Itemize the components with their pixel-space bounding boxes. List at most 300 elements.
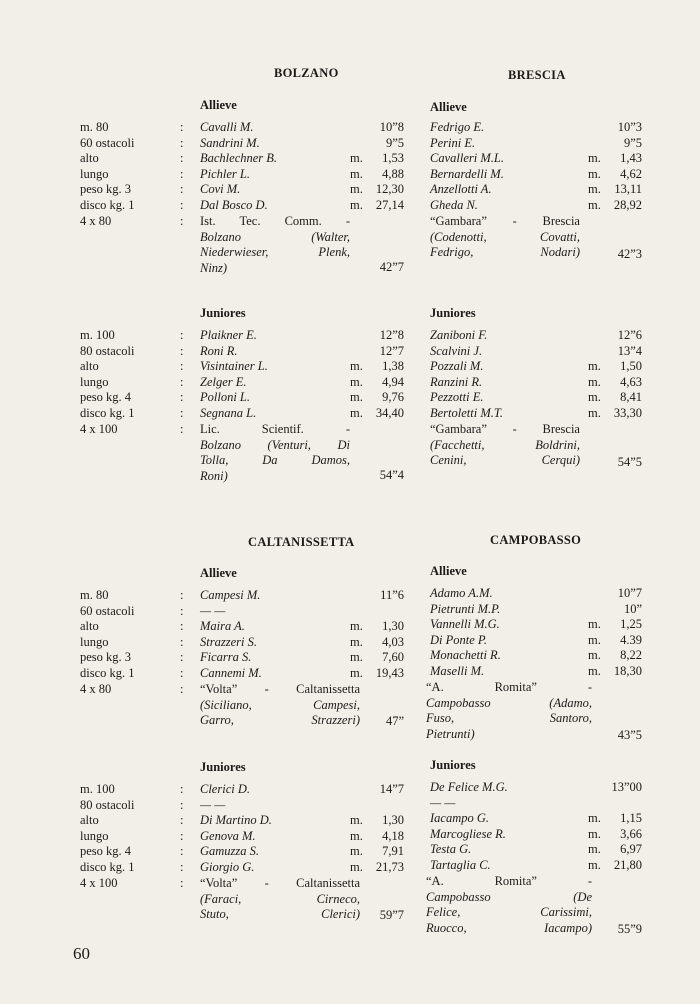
result-row <box>200 344 404 360</box>
result-value: 4.39 <box>620 632 642 647</box>
event-label: alto <box>80 359 99 374</box>
colon-separator: : <box>180 681 184 696</box>
event-row <box>80 344 190 360</box>
result-value: 12,30 <box>375 182 404 197</box>
event-row <box>80 588 190 604</box>
result-value: 13”00 <box>611 780 642 794</box>
results-campobasso-allieve <box>430 586 642 680</box>
result-row <box>200 650 404 666</box>
athlete-name: Cannemi M. <box>200 665 262 680</box>
athlete-name: Di Ponte P. <box>430 632 488 647</box>
events-list-allieve <box>80 588 190 697</box>
colon-separator: : <box>180 782 184 796</box>
event-label: peso kg. 4 <box>80 390 132 405</box>
result-row <box>430 796 642 812</box>
result-value: 19,43 <box>375 665 404 680</box>
unit-label: m. <box>350 405 363 420</box>
result-row <box>200 588 404 604</box>
athlete-name: Di Martino D. <box>200 813 272 828</box>
relay-team-line: (Faraci, Cirneco, <box>200 891 360 906</box>
colon-separator: : <box>180 213 184 228</box>
result-row <box>430 811 642 827</box>
unit-label: m. <box>350 390 363 405</box>
event-row <box>80 619 190 635</box>
colon-separator: : <box>180 328 184 342</box>
colon-separator: : <box>180 405 184 420</box>
result-row <box>430 375 642 391</box>
colon-separator: : <box>180 135 184 150</box>
result-value: 13”4 <box>617 343 642 358</box>
unit-label: m. <box>350 650 363 665</box>
result-row <box>200 198 404 214</box>
athlete-name: Strazzeri S. <box>200 634 257 649</box>
result-value: 28,92 <box>613 197 642 212</box>
result-value: 1,15 <box>620 811 642 826</box>
relay-time: 54”4 <box>379 468 404 482</box>
athlete-name: Ranzini R. <box>430 374 483 389</box>
unit-label: m. <box>350 619 363 634</box>
relay-team-line: (Facchetti, Boldrini, <box>430 437 580 452</box>
event-label: 4 x 100 <box>80 875 118 890</box>
athlete-name: Zaniboni F. <box>430 328 488 342</box>
athlete-name: Genova M. <box>200 828 256 843</box>
event-row <box>80 214 190 230</box>
event-row <box>80 682 190 698</box>
unit-label: m. <box>350 166 363 181</box>
result-value: 10”8 <box>379 120 404 134</box>
result-row <box>200 136 404 152</box>
relay-time: 42”3 <box>617 247 642 261</box>
relay-team-line: Ninz) <box>200 260 228 275</box>
event-label: m. 100 <box>80 328 115 342</box>
event-label: alto <box>80 151 99 166</box>
unit-label: m. <box>588 648 601 663</box>
relay-team-bolzano-juniores <box>200 422 350 484</box>
relay-team-line: Cenini, Cerqui) <box>430 453 580 468</box>
city-title-bolzano: BOLZANO <box>274 66 339 80</box>
relay-team-line: Bolzano (Walter, <box>200 229 350 244</box>
athlete-name: Sandrini M. <box>200 135 260 150</box>
event-row <box>80 860 190 876</box>
relay-time: 42”7 <box>379 260 404 274</box>
results-bolzano-allieve <box>200 120 404 214</box>
colon-separator: : <box>180 151 184 166</box>
event-row <box>80 406 190 422</box>
relay-time: 59”7 <box>379 908 404 922</box>
athlete-name: Scalvini J. <box>430 343 483 358</box>
athlete-name: Segnana L. <box>200 405 257 420</box>
athlete-name: Campesi M. <box>200 588 261 602</box>
event-row <box>80 422 190 438</box>
event-row <box>80 635 190 651</box>
relay-team-line: Pietrunti) <box>426 726 475 741</box>
subtitle-allieve: Allieve <box>200 98 237 112</box>
result-row <box>430 664 642 680</box>
result-row <box>430 780 642 796</box>
result-row <box>200 604 404 620</box>
result-value: 10”3 <box>617 120 642 134</box>
unit-label: m. <box>588 359 601 374</box>
colon-separator: : <box>180 650 184 665</box>
relay-team-line: Campobasso (De <box>426 889 592 904</box>
athlete-name: De Felice M.G. <box>430 780 508 794</box>
event-row <box>80 813 190 829</box>
result-value: 1,53 <box>382 151 404 166</box>
athlete-name: Zelger E. <box>200 374 247 389</box>
unit-label: m. <box>350 374 363 389</box>
result-value: 12”7 <box>379 343 404 358</box>
colon-separator: : <box>180 182 184 197</box>
unit-label: m. <box>588 857 601 872</box>
event-label: lungo <box>80 374 109 389</box>
event-label: m. 80 <box>80 120 109 134</box>
relay-team-line: Fedrigo, Nodari) <box>430 245 580 260</box>
event-label: 80 ostacoli <box>80 343 135 358</box>
event-label: peso kg. 3 <box>80 182 132 197</box>
result-row <box>200 619 404 635</box>
event-label: 60 ostacoli <box>80 135 135 150</box>
unit-label: m. <box>588 811 601 826</box>
event-label: 4 x 100 <box>80 421 118 436</box>
event-row <box>80 120 190 136</box>
city-title-campobasso: CAMPOBASSO <box>490 533 582 547</box>
result-row <box>430 617 642 633</box>
relay-team-line: (Codenotti, Covatti, <box>430 229 580 244</box>
relay-team-brescia-juniores <box>430 422 580 469</box>
result-row <box>430 359 642 375</box>
result-row <box>200 167 404 183</box>
result-value: 7,60 <box>382 650 404 665</box>
result-row <box>200 390 404 406</box>
event-label: 80 ostacoli <box>80 797 135 812</box>
athlete-name: — — <box>430 795 456 810</box>
result-row <box>200 860 404 876</box>
result-row <box>430 390 642 406</box>
event-row <box>80 876 190 892</box>
unit-label: m. <box>350 182 363 197</box>
relay-team-campobasso-juniores <box>426 874 592 936</box>
event-row <box>80 390 190 406</box>
result-row <box>430 151 642 167</box>
colon-separator: : <box>180 813 184 828</box>
result-row <box>430 182 642 198</box>
event-label: peso kg. 4 <box>80 844 132 859</box>
athlete-name: Gheda N. <box>430 197 478 212</box>
city-title-caltanissetta: CALTANISSETTA <box>248 535 355 549</box>
athlete-name: Roni R. <box>200 343 238 358</box>
relay-team-line: “Gambara” - Brescia <box>430 214 580 228</box>
result-value: 4,88 <box>382 166 404 181</box>
relay-time: 43”5 <box>617 728 642 742</box>
athlete-name: Giorgio G. <box>200 859 255 874</box>
result-value: 18,30 <box>613 663 642 678</box>
unit-label: m. <box>588 151 601 166</box>
event-row <box>80 328 190 344</box>
relay-team-line: Ruocco, Iacampo) <box>426 920 592 935</box>
result-value: 7,91 <box>382 844 404 859</box>
result-row <box>430 633 642 649</box>
result-value: 9”5 <box>623 135 642 150</box>
athlete-name: Monachetti R. <box>430 648 501 663</box>
athlete-name: — — <box>200 603 226 618</box>
unit-label: m. <box>350 359 363 374</box>
result-row <box>430 198 642 214</box>
result-value: 21,73 <box>375 859 404 874</box>
relay-team-line: “A. Romita” - <box>426 680 592 694</box>
event-row <box>80 167 190 183</box>
result-row <box>200 359 404 375</box>
event-row <box>80 829 190 845</box>
event-row <box>80 798 190 814</box>
subtitle-allieve: Allieve <box>200 566 237 580</box>
colon-separator: : <box>180 343 184 358</box>
athlete-name: Maira A. <box>200 619 245 634</box>
event-label: disco kg. 1 <box>80 859 135 874</box>
result-value: 6,97 <box>620 842 642 857</box>
relay-team-line: Roni) <box>200 468 228 483</box>
relay-team-line: Niederwieser, Plenk, <box>200 245 350 260</box>
result-row <box>200 182 404 198</box>
relay-team-line: Lic. Scientif. - <box>200 422 350 436</box>
event-label: 4 x 80 <box>80 213 112 228</box>
athlete-name: Iacampo G. <box>430 811 490 826</box>
result-row <box>430 842 642 858</box>
unit-label: m. <box>350 634 363 649</box>
relay-team-line: “Volta” - Caltanissetta <box>200 682 360 696</box>
result-value: 4,63 <box>620 374 642 389</box>
colon-separator: : <box>180 120 184 134</box>
event-label: disco kg. 1 <box>80 665 135 680</box>
relay-team-line: Garro, Strazzeri) <box>200 713 360 728</box>
result-value: 10”7 <box>617 586 642 600</box>
event-label: alto <box>80 619 99 634</box>
result-value: 33,30 <box>613 405 642 420</box>
relay-team-line: “Volta” - Caltanissetta <box>200 876 360 890</box>
result-row <box>200 813 404 829</box>
athlete-name: — — <box>200 797 226 812</box>
result-row <box>200 120 404 136</box>
result-row <box>430 136 642 152</box>
subtitle-juniores: Juniores <box>200 760 246 774</box>
results-bolzano-juniores <box>200 328 404 422</box>
result-value: 9”5 <box>385 135 404 150</box>
relay-team-line: Campobasso (Adamo, <box>426 695 592 710</box>
result-row <box>200 798 404 814</box>
colon-separator: : <box>180 588 184 602</box>
result-row <box>430 167 642 183</box>
result-row <box>430 586 642 602</box>
athlete-name: Plaikner E. <box>200 328 257 342</box>
relay-time: 47” <box>385 714 404 728</box>
relay-team-caltanissetta-juniores <box>200 876 360 923</box>
result-value: 12”8 <box>379 328 404 342</box>
colon-separator: : <box>180 859 184 874</box>
relay-team-line: (Siciliano, Campesi, <box>200 697 360 712</box>
relay-team-brescia-allieve <box>430 214 580 261</box>
event-label: 60 ostacoli <box>80 603 135 618</box>
colon-separator: : <box>180 603 184 618</box>
result-row <box>430 344 642 360</box>
event-label: alto <box>80 813 99 828</box>
result-value: 13,11 <box>614 182 642 197</box>
unit-label: m. <box>350 665 363 680</box>
colon-separator: : <box>180 797 184 812</box>
results-caltanissetta-juniores <box>200 782 404 876</box>
event-label: 4 x 80 <box>80 681 112 696</box>
relay-team-line: Bolzano (Venturi, Di <box>200 437 350 452</box>
athlete-name: Cavalleri M.L. <box>430 151 504 166</box>
colon-separator: : <box>180 828 184 843</box>
relay-team-line: Ist. Tec. Comm. - <box>200 214 350 228</box>
unit-label: m. <box>350 151 363 166</box>
athlete-name: Adamo A.M. <box>430 586 493 600</box>
subtitle-juniores: Juniores <box>430 306 476 320</box>
event-label: disco kg. 1 <box>80 405 135 420</box>
athlete-name: Perini E. <box>430 135 476 150</box>
athlete-name: Vannelli M.G. <box>430 617 500 632</box>
result-value: 1,50 <box>620 359 642 374</box>
relay-team-line: Stuto, Clerici) <box>200 907 360 922</box>
event-label: disco kg. 1 <box>80 197 135 212</box>
athlete-name: Testa G. <box>430 842 472 857</box>
athlete-name: Visintainer L. <box>200 359 268 374</box>
events-list-allieve <box>80 120 190 229</box>
athlete-name: Gamuzza S. <box>200 844 260 859</box>
result-row <box>430 648 642 664</box>
results-brescia-allieve <box>430 120 642 214</box>
events-list-juniores <box>80 328 190 437</box>
relay-team-line: Tolla, Da Damos, <box>200 453 350 468</box>
event-label: lungo <box>80 166 109 181</box>
colon-separator: : <box>180 844 184 859</box>
relay-time: 54”5 <box>617 455 642 469</box>
athlete-name: Fedrigo E. <box>430 120 485 134</box>
unit-label: m. <box>350 844 363 859</box>
result-row <box>200 151 404 167</box>
unit-label: m. <box>588 826 601 841</box>
unit-label: m. <box>588 166 601 181</box>
unit-label: m. <box>588 390 601 405</box>
unit-label: m. <box>350 828 363 843</box>
event-row <box>80 182 190 198</box>
colon-separator: : <box>180 374 184 389</box>
result-value: 4,94 <box>382 374 404 389</box>
result-row <box>200 782 404 798</box>
athlete-name: Maselli M. <box>430 663 485 678</box>
event-row <box>80 359 190 375</box>
relay-team-bolzano-allieve <box>200 214 350 276</box>
athlete-name: Clerici D. <box>200 782 250 796</box>
athlete-name: Ficarra S. <box>200 650 252 665</box>
event-label: m. 100 <box>80 782 115 796</box>
result-value: 4,18 <box>382 828 404 843</box>
colon-separator: : <box>180 197 184 212</box>
result-value: 4,03 <box>382 634 404 649</box>
results-caltanissetta-allieve <box>200 588 404 682</box>
results-brescia-juniores <box>430 328 642 422</box>
result-value: 27,14 <box>375 197 404 212</box>
event-row <box>80 666 190 682</box>
athlete-name: Pozzali M. <box>430 359 484 374</box>
city-title-brescia: BRESCIA <box>508 68 566 82</box>
event-label: lungo <box>80 828 109 843</box>
result-value: 12”6 <box>617 328 642 342</box>
event-label: peso kg. 3 <box>80 650 132 665</box>
athlete-name: Dal Bosco D. <box>200 197 268 212</box>
results-campobasso-juniores <box>430 780 642 874</box>
event-row <box>80 604 190 620</box>
event-row <box>80 198 190 214</box>
unit-label: m. <box>588 842 601 857</box>
event-row <box>80 782 190 798</box>
colon-separator: : <box>180 166 184 181</box>
unit-label: m. <box>588 182 601 197</box>
result-value: 1,30 <box>382 619 404 634</box>
subtitle-allieve: Allieve <box>430 100 467 114</box>
athlete-name: Polloni L. <box>200 390 251 405</box>
colon-separator: : <box>180 634 184 649</box>
athlete-name: Pietrunti M.P. <box>430 601 501 616</box>
result-value: 1,38 <box>382 359 404 374</box>
result-row <box>200 635 404 651</box>
unit-label: m. <box>588 617 601 632</box>
athlete-name: Covi M. <box>200 182 241 197</box>
unit-label: m. <box>588 632 601 647</box>
result-value: 10” <box>623 601 642 616</box>
athlete-name: Pezzotti E. <box>430 390 484 405</box>
event-label: lungo <box>80 634 109 649</box>
unit-label: m. <box>588 374 601 389</box>
result-row <box>200 328 404 344</box>
event-row <box>80 650 190 666</box>
colon-separator: : <box>180 619 184 634</box>
athlete-name: Pichler L. <box>200 166 250 181</box>
event-row <box>80 844 190 860</box>
result-value: 21,80 <box>613 857 642 872</box>
result-row <box>430 602 642 618</box>
unit-label: m. <box>350 859 363 874</box>
result-value: 14”7 <box>379 782 404 796</box>
result-value: 1,43 <box>620 151 642 166</box>
athlete-name: Cavalli M. <box>200 120 254 134</box>
unit-label: m. <box>350 813 363 828</box>
athlete-name: Bernardelli M. <box>430 166 504 181</box>
event-row <box>80 151 190 167</box>
result-row <box>200 375 404 391</box>
result-value: 11”6 <box>380 588 404 602</box>
result-value: 3,66 <box>620 826 642 841</box>
result-value: 1,25 <box>620 617 642 632</box>
result-value: 1,30 <box>382 813 404 828</box>
result-value: 4,62 <box>620 166 642 181</box>
subtitle-allieve: Allieve <box>430 564 467 578</box>
relay-team-line: Felice, Carissimi, <box>426 905 592 920</box>
colon-separator: : <box>180 875 184 890</box>
relay-team-caltanissetta-allieve <box>200 682 360 729</box>
event-row <box>80 375 190 391</box>
colon-separator: : <box>180 390 184 405</box>
unit-label: m. <box>350 197 363 212</box>
result-row <box>430 858 642 874</box>
athlete-name: Tartaglia C. <box>430 857 491 872</box>
athlete-name: Bertoletti M.T. <box>430 405 504 420</box>
unit-label: m. <box>588 405 601 420</box>
event-label: m. 80 <box>80 588 109 602</box>
subtitle-juniores: Juniores <box>430 758 476 772</box>
events-list-juniores <box>80 782 190 891</box>
colon-separator: : <box>180 359 184 374</box>
unit-label: m. <box>588 197 601 212</box>
